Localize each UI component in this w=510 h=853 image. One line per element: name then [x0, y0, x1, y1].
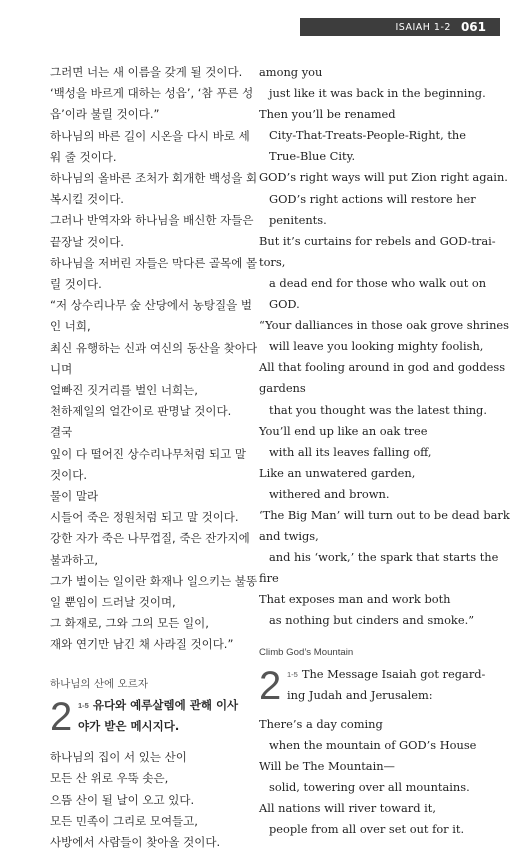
running-header	[300, 18, 500, 36]
korean-verse-line: 워 줄 것이다.	[50, 149, 117, 164]
english-passage-top	[259, 62, 510, 632]
english-verse-line: people from all over set out for it.	[269, 822, 465, 837]
korean-verse-line: 그러면 너는 새 이름을 갖게 될 것이다.	[50, 65, 243, 79]
english-verse-line: just like it was back in the beginning.	[269, 86, 486, 101]
english-chapter-line: The Message Isaiah got regard-	[301, 666, 486, 681]
english-chapter-number: 2	[259, 663, 282, 708]
korean-verse-line: 그가 벌이는 일이란 화재나 일으키는 불똥	[50, 573, 258, 588]
korean-chapter-number: 2	[50, 694, 73, 739]
book-reference: ISAIAH 1-2	[395, 21, 451, 33]
english-verse-line: among you	[259, 65, 323, 79]
korean-verse-line: “저 상수리나무 숲 산당에서 농탕질을 벌	[50, 298, 252, 313]
english-verse-line: ‘The Big Man’ will turn out to be dead bark	[259, 507, 510, 522]
korean-passage-top	[50, 62, 258, 656]
english-verse-line: GOD.	[269, 297, 300, 312]
english-verse-line: will leave you looking mighty foolish,	[269, 339, 484, 354]
english-verse-line: and his ‘work,’ the spark that starts the	[269, 550, 499, 565]
english-verse-line: gardens	[259, 381, 306, 396]
english-chapter-start	[259, 663, 486, 708]
korean-verse-line: 끝장날 것이다.	[50, 234, 124, 249]
english-verse-line: “Your dalliances in those oak grove shrines	[259, 318, 509, 333]
english-passage-bottom	[259, 714, 477, 841]
korean-verse-line: 시들어 죽은 정원처럼 되고 말 것이다.	[50, 510, 239, 525]
english-verse-line: Like an unwatered garden,	[259, 465, 416, 480]
korean-verse-line: 으뜸 산이 될 날이 오고 있다.	[50, 792, 195, 807]
korean-verse-line: 재와 연기만 남긴 채 사라질 것이다.”	[50, 637, 234, 652]
english-chapter-intro	[287, 664, 485, 706]
english-verse-line: as nothing but cinders and smoke.”	[269, 613, 475, 628]
korean-verse-line: 것이다.	[50, 467, 87, 482]
korean-verse-line: 일 뿐임이 드러날 것이며,	[50, 595, 176, 610]
english-verse-line: fire	[259, 571, 279, 586]
korean-verse-line: 모든 민족이 그리로 모여들고,	[50, 813, 198, 828]
english-verse-line: withered and brown.	[269, 486, 390, 501]
korean-verse-line: 하나님의 올바른 조처가 회개한 백성을 회	[50, 171, 258, 186]
english-verse-line: a dead end for those who walk out on	[269, 275, 487, 290]
korean-verse-line: 최신 유행하는 신과 여신의 동산을 찾아다	[50, 340, 258, 355]
korean-chapter-line: 야가 받은 메시지다.	[78, 718, 180, 733]
korean-verse-line: 읍’이라 불릴 것이다.”	[50, 107, 160, 122]
korean-passage-bottom	[50, 747, 250, 853]
korean-chapter-line: 유다와 예루살렘에 관해 이사	[92, 697, 239, 712]
english-verse-line: Will be The Mountain—	[259, 758, 395, 773]
english-verse-line: GOD’s right actions will restore her	[269, 191, 476, 206]
english-verse-line: Then you’ll be renamed	[259, 107, 396, 122]
korean-chapter-intro	[78, 695, 250, 737]
english-verse-line: You’ll end up like an oak tree	[259, 423, 428, 438]
korean-section-heading: 하나님의 산에 오르자	[50, 677, 148, 690]
korean-verse-ref: 1-5	[78, 700, 89, 710]
english-verse-line: GOD’s right ways will put Zion right again.	[259, 170, 508, 185]
korean-verse-line: 인 너희,	[50, 319, 91, 334]
english-section-heading: Climb God’s Mountain	[259, 646, 354, 658]
english-verse-ref: 1-5	[287, 669, 298, 679]
english-verse-line: solid, towering over all mountains.	[269, 780, 470, 794]
korean-verse-line: 천하제일의 얼간이로 판명날 것이다.	[50, 404, 232, 419]
english-verse-line: with all its leaves falling off,	[269, 444, 432, 459]
english-verse-line: There’s a day coming	[259, 716, 383, 731]
english-column	[259, 62, 510, 840]
korean-chapter-start	[50, 695, 250, 737]
english-verse-line: All nations will river toward it,	[259, 801, 436, 816]
korean-verse-line: 그 화재로, 그와 그의 모든 일이,	[50, 616, 209, 631]
korean-verse-line: 결국	[50, 425, 73, 440]
korean-verse-line: ‘백성을 바르게 대하는 성읍’, ‘참 푸른 성	[50, 86, 254, 101]
korean-verse-line: 하나님을 저버린 자들은 막다른 골목에 몰	[50, 255, 258, 270]
korean-verse-line: 릴 것이다.	[50, 277, 102, 292]
korean-verse-line: 잎이 다 떨어진 상수리나무처럼 되고 말	[50, 446, 247, 461]
english-verse-line: that you thought was the latest thing.	[269, 402, 487, 417]
english-verse-line: All that fooling around in god and goddess	[259, 360, 506, 375]
korean-verse-line: 그러나 반역자와 하나님을 배신한 자들은	[50, 213, 254, 228]
korean-verse-line: 모든 산 위로 우뚝 솟은,	[50, 771, 169, 786]
korean-verse-line: 하나님의 집이 서 있는 산이	[50, 750, 187, 765]
english-verse-line: That exposes man and work both	[259, 592, 451, 607]
english-verse-line: True-Blue City.	[269, 149, 356, 164]
english-verse-line: penitents.	[269, 212, 327, 227]
korean-verse-line: 하나님의 바른 길이 시온을 다시 바로 세	[50, 128, 250, 143]
korean-verse-line: 강한 자가 죽은 나무껍질, 죽은 잔가지에	[50, 531, 250, 546]
english-verse-line: when the mountain of GOD’s House	[269, 737, 477, 752]
korean-verse-line: 물이 말라	[50, 489, 99, 504]
english-verse-line: tors,	[259, 254, 286, 269]
english-chapter-line: ing Judah and Jerusalem:	[287, 687, 433, 702]
korean-verse-line: 니며	[50, 361, 73, 376]
english-verse-line: But it’s curtains for rebels and GOD-trai-	[259, 233, 496, 248]
korean-verse-line: 사방에서 사람들이 찾아올 것이다.	[50, 834, 221, 849]
korean-verse-line: 복시킬 것이다.	[50, 192, 124, 207]
english-verse-line: City-That-Treats-People-Right, the	[269, 128, 466, 143]
korean-verse-line: 불과하고,	[50, 552, 99, 567]
page-number: 061	[460, 20, 486, 34]
english-verse-line: and twigs,	[259, 529, 319, 544]
korean-verse-line: 얼빠진 짓거리를 벌인 너희는,	[50, 383, 198, 398]
korean-column	[50, 62, 258, 853]
